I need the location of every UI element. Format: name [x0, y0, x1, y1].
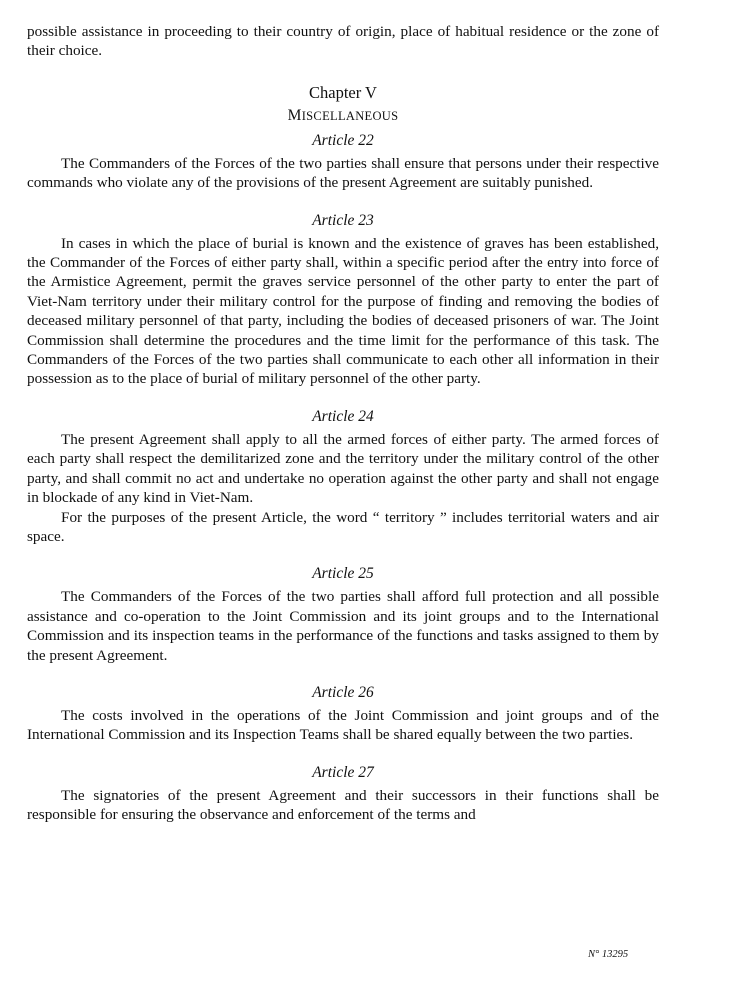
article-paragraph: The costs involved in the operations of the Joint Commission and joint groups and of the International Commission and its Inspection Teams shall be shared equally between the two parties. [27, 706, 659, 744]
article-heading: Article 24 [312, 407, 374, 425]
chapter-title: Chapter V [309, 82, 377, 102]
article-paragraph: The Commanders of the Forces of the two parties shall ensure that persons under their respective commands who violate any of the provisions of the present Agreement are suitably punished. [27, 154, 659, 192]
article-heading: Article 23 [312, 211, 374, 229]
article-paragraph: In cases in which the place of burial is known and the existence of graves has been established, the Commander of the Forces of either party shall, within a specific period after the entry into force of the Armistice Agreement, permit the graves service personnel of the other party to enter the part of Viet-Nam territory under their military control for the purpose of finding and removing the bodies of deceased military personnel of that party, including the bodies of deceased prisoners of war. The Joint Commission shall determine the procedures and the time limit for the performance of this task. The Commanders of the Forces of the two parties shall communicate to each other all information in their possession as to the place of burial of military personnel of the other party. [27, 234, 659, 388]
chapter-subtitle-rest: ISCELLANEOUS [301, 108, 399, 123]
article-paragraph: The present Agreement shall apply to all the armed forces of either party. The armed forces of each party shall respect the demilitarized zone and the territory under the military control of the other party, and shall commit no act and undertake no operation against the other party and shall not engage in blockade of any kind in Viet-Nam. [27, 430, 659, 507]
article-heading: Article 27 [312, 763, 374, 781]
article-paragraph: The signatories of the present Agreement and their successors in their functions shall be responsible for ensuring the observance and enforcement of the terms and [27, 786, 659, 824]
chapter-subtitle [27, 107, 659, 125]
chapter-subtitle-initial: M [287, 106, 302, 124]
article-heading: Article 25 [312, 565, 374, 583]
article-heading: Article 26 [312, 683, 374, 701]
document-number: N° 13295 [588, 949, 629, 960]
article-heading: Article 22 [312, 131, 374, 149]
opening-paragraph: possible assistance in proceeding to their country of origin, place of habitual residence or the zone of their choice. [27, 23, 659, 60]
document-page [27, 22, 659, 825]
article-paragraph: The Commanders of the Forces of the two parties shall afford full protection and all possible assistance and co-operation to the Joint Commission and its joint groups and to the International Commission and its inspection teams in the performance of the functions and tasks assigned to them by the present Agreement. [27, 588, 659, 664]
article-paragraph: For the purposes of the present Article, the word “ territory ” includes territorial waters and air space. [27, 508, 659, 545]
